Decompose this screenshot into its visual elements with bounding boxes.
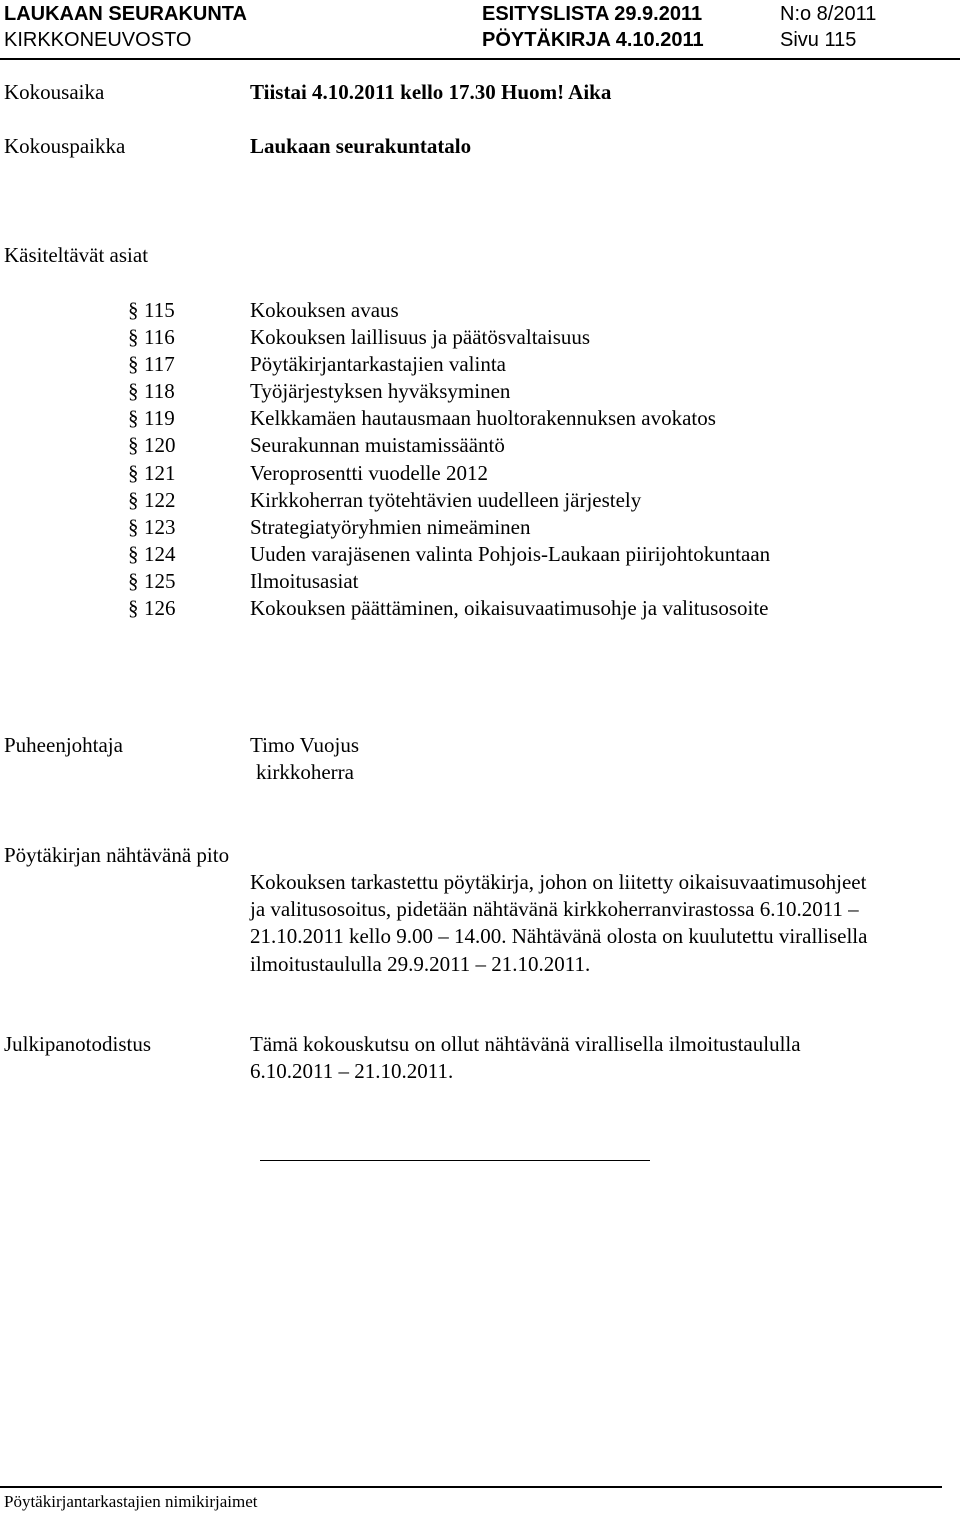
agenda-item-title: Veroprosentti vuodelle 2012 [250,460,488,485]
signature-line [260,1160,650,1161]
publication-line: 6.10.2011 – 21.10.2011. [250,1059,454,1084]
agenda-item-number: 119 [144,406,175,431]
section-symbol: § [128,596,139,621]
agenda-item [128,541,770,568]
agenda-item-number: 117 [144,352,175,377]
meeting-place-value: Laukaan seurakuntatalo [250,134,472,158]
agenda-item-title: Seurakunnan muistamissääntö [250,433,505,458]
agenda-item-number: 116 [144,325,175,350]
section-symbol: § [128,568,139,593]
footer-label: Pöytäkirjantarkastajien nimikirjaimet [4,1492,258,1511]
agenda-item-number: 124 [144,541,176,566]
agenda-item-title: Ilmoitusasiat [250,568,359,593]
agenda-item-number: 120 [144,433,176,458]
page-number: Sivu 115 [780,29,857,51]
agenda-heading: Käsiteltävät asiat [4,243,149,267]
publication-line: Tämä kokouskutsu on ollut nähtävänä virallisella ilmoitustaululla [250,1032,801,1056]
agenda-item [128,297,770,324]
agenda-item [128,568,770,595]
agenda-item [128,405,770,432]
document-number: N:o 8/2011 [780,3,877,25]
display-line: ja valitusosoitus, pidetään nähtävänä kirkkoherranvirastossa 6.10.2011 – [250,897,859,922]
agenda-item-number: 126 [144,596,176,621]
agenda-item-number: 125 [144,568,176,593]
agenda-item [128,351,770,378]
agenda-item [128,487,770,514]
minutes-date-label: PÖYTÄKIRJA 4.10.2011 [482,29,704,51]
agenda-item-number: 118 [144,379,175,404]
agenda-item-title: Kokouksen avaus [250,298,399,322]
display-line: Kokouksen tarkastettu pöytäkirja, johon on liitetty oikaisuvaatimusohjeet [250,870,867,894]
agenda-item-title: Kelkkamäen hautausmaan huoltorakennuksen avokatos [250,406,716,431]
agenda-item-title: Työjärjestyksen hyväksyminen [250,379,511,404]
display-paragraph [250,869,867,978]
agenda-list [128,297,770,622]
meeting-time-value: Tiistai 4.10.2011 kello 17.30 Huom! Aika [250,80,612,104]
footer-divider [0,1486,942,1488]
agenda-item-number: 123 [144,514,176,539]
section-symbol: § [128,298,139,322]
agenda-item [128,432,770,459]
agenda-item-title: Kirkkoherran työtehtävien uudelleen järjestely [250,487,642,512]
publication-label: Julkipanotodistus [4,1032,152,1056]
section-symbol: § [128,433,139,458]
agenda-item [128,514,770,541]
agenda-item-number: 115 [144,298,175,322]
section-symbol: § [128,352,139,377]
agenda-item-title: Strategiatyöryhmien nimeäminen [250,514,531,539]
agenda-item-title: Kokouksen päättäminen, oikaisuvaatimusohje ja valitusosoite [250,596,769,621]
agenda-item-title: Uuden varajäsenen valinta Pohjois-Laukaan piirijohtokuntaan [250,541,771,566]
header-divider [0,58,960,60]
agenda-item-title: Kokouksen laillisuus ja päätösvaltaisuus [250,325,591,350]
meeting-time-label: Kokousaika [4,80,105,104]
chair-label: Puheenjohtaja [4,733,123,757]
agenda-item [128,324,770,351]
publication-paragraph [250,1031,801,1085]
chair-title: kirkkoherra [256,760,354,784]
section-symbol: § [128,487,139,512]
section-symbol: § [128,460,139,485]
section-symbol: § [128,379,139,404]
display-line: 21.10.2011 kello 9.00 – 14.00. Nähtävänä olosta on kuulutettu virallisella [250,924,868,949]
section-symbol: § [128,406,139,431]
agenda-date-label: ESITYSLISTA 29.9.2011 [482,3,703,25]
organization-name: LAUKAAN SEURAKUNTA [4,3,247,25]
display-line: ilmoitustaululla 29.9.2011 – 21.10.2011. [250,951,591,976]
meeting-place-label: Kokouspaikka [4,134,126,158]
agenda-item [128,460,770,487]
agenda-item [128,378,770,405]
agenda-item-number: 122 [144,487,176,512]
section-symbol: § [128,325,139,350]
chair-name: Timo Vuojus [250,733,360,757]
section-symbol: § [128,541,139,566]
display-label: Pöytäkirjan nähtävänä pito [4,843,230,867]
agenda-item [128,595,770,622]
agenda-item-title: Pöytäkirjantarkastajien valinta [250,352,506,377]
section-symbol: § [128,514,139,539]
governing-body: KIRKKONEUVOSTO [4,29,192,51]
agenda-item-number: 121 [144,460,176,485]
